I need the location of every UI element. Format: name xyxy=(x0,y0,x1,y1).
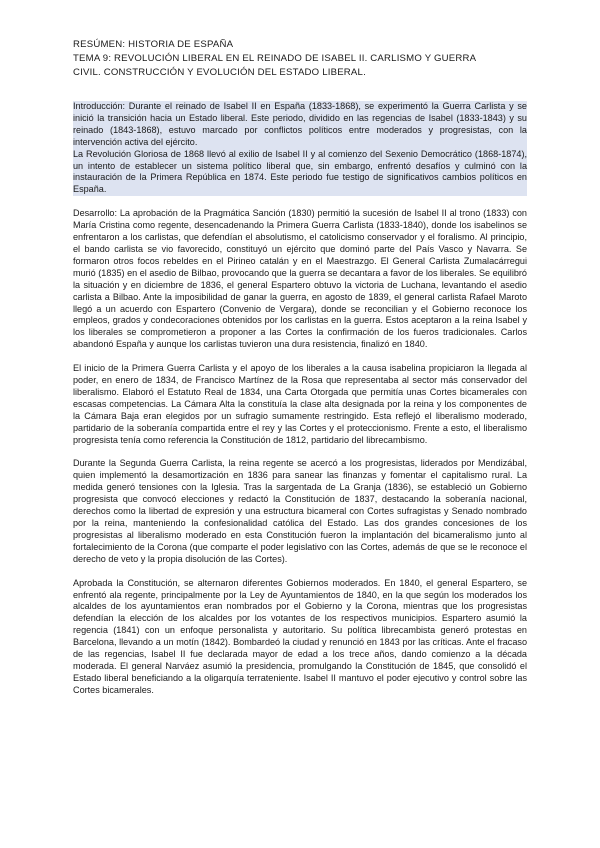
document-header xyxy=(73,38,527,80)
topic-title-line-1: TEMA 9: REVOLUCIÓN LIBERAL EN EL REINADO DE ISABEL II. CARLISMO Y GUERRA xyxy=(73,53,477,64)
intro-paragraph-1: Introducción: Durante el reinado de Isabel II en España (1833-1868), se experimentó la Guerra Carlista y se inició la transición hacia un Estado liberal. Este periodo, dividido en las regencias de Isabel (1833-1843) y su reinado (1843-1868), estuvo marcado por conflictos políticos entre moderados y progresistas, con la intervención activa del ejército. xyxy=(73,101,527,147)
body-paragraph-4: Aprobada la Constitución, se alternaron diferentes Gobiernos moderados. En 1840, el general Espartero, se enfrentó ala regente, principalmente por la Ley de Ayuntamientos de 1840, en la que según los moderados los alcaldes de los ayuntamientos eran nombrados por el Gobierno y la Corona, mientras que los progresistas defendían la elección de los alcaldes por los votantes de los respectivos municipios. Espartero asumió la regencia (1841) con un enfoque personalista y autoritario. Su política librecambista generó protestas en Barcelona, llevando a un motín (1842). Bombardeó la ciudad y renunció en 1843 por las críticas. Ante el fracaso de las regencias, Isabel II fue declarada mayor de edad a los trece años, dando comienzo a la década moderada. El general Narváez asumió la presidencia, promulgando la Constitución de 1845, que consolidó el Estado liberal beneficiando a la oligarquía terrateniente. Isabel II mantuvo el poder ejecutivo y control sobre las Cortes bicamerales. xyxy=(73,577,527,695)
body-paragraph-2: El inicio de la Primera Guerra Carlista y el apoyo de los liberales a la causa isabelina propiciaron la llegada al poder, en enero de 1834, de Francisco Martínez de la Rosa que representaba al sector más conservador del liberalismo. Elaboró el Estatuto Real de 1834, una Carta Otorgada que permitía unas Cortes bicamerales con escasas competencias. La Cámara Alta la constituía la clase alta designada por la reina y los componentes de la Cámara Baja eran elegidos por un sufragio sumamente restringido. Esta reflejó el liberalismo moderado, partidario de la soberanía compartida entre el rey y las Cortes y el proteccionismo. Frente a esto, el liberalismo progresista tenía como referencia la Constitución de 1812, partidario del librecambismo. xyxy=(73,363,527,445)
topic-title-line-2: CIVIL. CONSTRUCCIÓN Y EVOLUCIÓN DEL ESTADO LIBERAL. xyxy=(73,67,366,78)
highlighted-introduction xyxy=(73,101,527,196)
body-paragraph-3: Durante la Segunda Guerra Carlista, la reina regente se acercó a los progresistas, liderados por Mendizábal, quien implementó la desamortización en 1836 para sanear las finanzas y fomentar el capitalismo rural. La medida generó tensiones con la Iglesia. Tras la sargentada de La Granja (1836), se estableció un Gobierno progresista que convocó elecciones y redactó la Constitución de 1837, destacando la soberanía nacional, derechos como la libertad de expresión y una estructura bicameral con Cortes sufragistas y Senado nombrado por la reina, manteniendo la confesionalidad católica del Estado. Las dos grandes concesiones de los progresistas al liberalismo moderado en esta Constitución fueron la implantación del bicameralismo junto al fortalecimiento de la Corona (que comparte el poder legislativo con las Cortes, además de que se le reconoce el derecho de veto y la propia disolución de las Cortes). xyxy=(73,458,527,564)
document-title: RESÚMEN: HISTORIA DE ESPAÑA xyxy=(73,39,234,50)
intro-paragraph-2: La Revolución Gloriosa de 1868 llevó al exilio de Isabel II y al comienzo del Sexenio Democrático (1868-1874), un intento de establecer un sistema político liberal que, sin embargo, enfrentó desafíos y culminó con la instauración de la Primera República en 1874. Este periodo fue testigo de significativos cambios políticos en España. xyxy=(73,148,527,195)
body-paragraph-1: Desarrollo: La aprobación de la Pragmática Sanción (1830) permitió la sucesión de Isabel II al trono (1833) con María Cristina como regente, desencadenando la Primera Guerra Carlista (1833-1840), donde los isabelinos se enfrentaron a los carlistas, que defendían el absolutismo, el catolicismo conservador y el foralismo. Al principio, el bando carlista se vio favorecido, constituyó un ejército que dominó parte del País Vasco y Navarra. Se formaron otros focos rebeldes en el Pirineo catalán y en el Maestrazgo. El General Carlista Zumalacárregui murió (1835) en el asedio de Bilbao, provocando que la guerra se decantara a favor de los liberales. Se equilibró la situación y en diciembre de 1836, el general Espartero obtuvo la victoria de Luchana, levantando el asedio carlista a Bilbao. Ante la imposibilidad de ganar la guerra, en agosto de 1839, el general carlista Rafael Maroto llegó a un acuerdo con Espartero (Convenio de Vergara), donde se reconcilian y el Gobierno reconoce los empleos, grados y condecoraciones obtenidos por los carlistas en la guerra. Estos aceptaron a la reina Isabel y los liberales se comprometieron a proponer a las Cortes la confirmación de los fueros tradicionales. Carlos abandonó España y aunque los carlistas tuvieron una dura resistencia, finalizó en 1840. xyxy=(73,208,527,350)
